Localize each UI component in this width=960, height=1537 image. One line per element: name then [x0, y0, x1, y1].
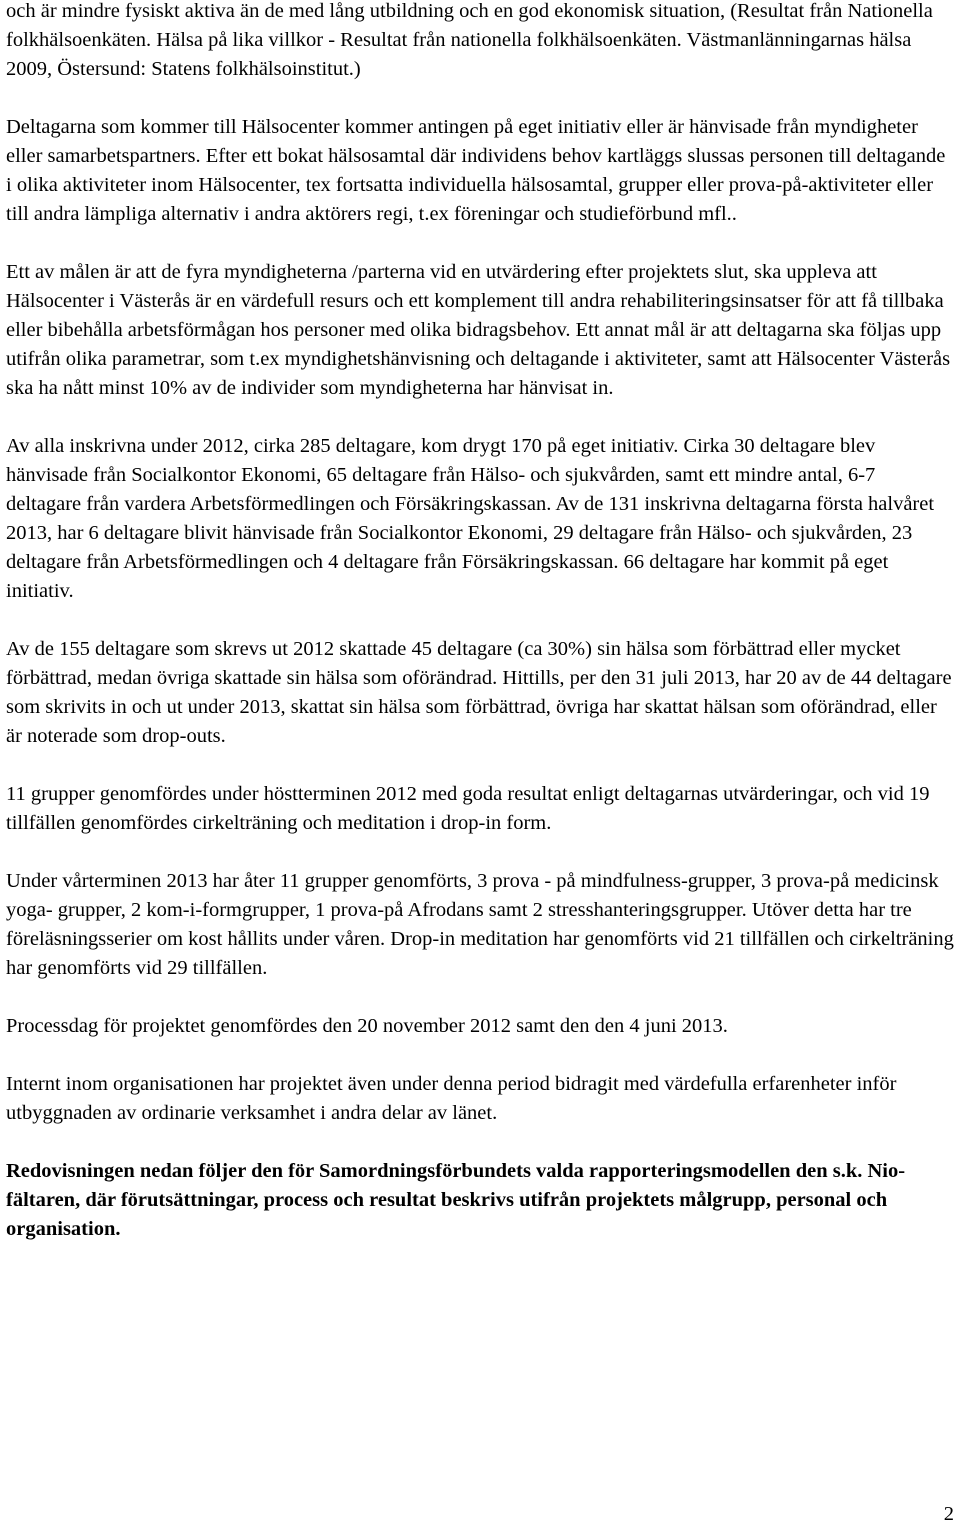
paragraph-spring-groups: Under vårterminen 2013 har åter 11 grupper genomförts, 3 prova - på mindfulness-grupper, 3 prova-på medicinsk yoga- grupper, 2 kom-i-formgrupper, 1 prova-på Afrodans samt 2 stresshanteringsgrupper. Utöver detta har tre föreläsningsserier om kost hållits under våren. Drop-in meditation har genomförts vid 21 tillfällen och cirkelträning har genomförts vid 29 tillfällen.: [6, 870, 954, 979]
page-number: 2: [943, 1503, 954, 1525]
paragraph-health-outcomes: Av de 155 deltagare som skrevs ut 2012 skattade 45 deltagare (ca 30%) sin hälsa som förbättrad eller mycket förbättrad, medan övriga skattade sin hälsa som oförändrad. Hittills, per den 31 juli 2013, har 20 av de 44 deltagare som skrivits in och ut under 2013, skattat sin hälsa som förbättrad, övriga har skattat hälsan som oförändrad, eller är noterade som drop-outs.: [6, 638, 952, 747]
paragraph-intro-continued: och är mindre fysiskt aktiva än de med lång utbildning och en god ekonomisk situation, (Resultat från Nationella folkhälsoenkäten. Hälsa på lika villkor - Resultat från nationella folkhälsoenkäten. Västmanlänningarnas hälsa 2009, Östersund: Statens folkhälsoinstitut.): [6, 0, 933, 80]
paragraph-autumn-groups: 11 grupper genomfördes under höstterminen 2012 med goda resultat enligt deltagarnas utvärderingar, och vid 19 tillfällen genomfördes cirkelträning och meditation i drop-in form.: [6, 783, 930, 834]
paragraph-enrollment-statistics: Av alla inskrivna under 2012, cirka 285 deltagare, kom drygt 170 på eget initiativ. Cirka 30 deltagare blev hänvisade från Socialkontor Ekonomi, 65 deltagare från Hälso- och sjukvården, samt ett mindre antal, 6-7 deltagare från vardera Arbetsförmedlingen och Försäkringskassan. Av de 131 inskrivna deltagarna första halvåret 2013, har 6 deltagare blivit hänvisade från Socialkontor Ekonomi, 29 deltagare från Hälso- och sjukvården, 23 deltagare från Arbetsförmedlingen och 4 deltagare från Försäkringskassan. 66 deltagare har kommit på eget initiativ.: [6, 435, 935, 602]
paragraph-internal-experience: Internt inom organisationen har projektet även under denna period bidragit med värdefulla erfarenheter inför utbyggnaden av ordinarie verksamhet i andra delar av länet.: [6, 1073, 897, 1124]
document-page: [6, 0, 954, 1273]
paragraph-report-model: Redovisningen nedan följer den för Samordningsförbundets valda rapporteringsmodellen den s.k. Nio-fältaren, där förutsättningar, process och resultat beskrivs utifrån projektets målgrupp, personal och organisation.: [6, 1160, 906, 1240]
paragraph-process-days: Processdag för projektet genomfördes den 20 november 2012 samt den den 4 juni 2013.: [6, 1015, 728, 1037]
paragraph-participants-referral: Deltagarna som kommer till Hälsocenter kommer antingen på eget initiativ eller är hänvisade från myndigheter eller samarbetspartners. Efter ett bokat hälsosamtal där individens behov kartläggs slussas personen till deltagande i olika aktiviteter inom Hälsocenter, tex fortsatta individuella hälsosamtal, grupper eller prova-på-aktiviteter eller till andra lämpliga alternativ i andra aktörers regi, t.ex föreningar och studieförbund mfl..: [6, 116, 946, 225]
paragraph-goals: Ett av målen är att de fyra myndigheterna /parterna vid en utvärdering efter projektets slut, ska uppleva att Hälsocenter i Västerås är en värdefull resurs och ett komplement till andra rehabiliteringsinsatser för att få tillbaka eller bibehålla arbetsförmågan hos personer med olika bidragsbehov. Ett annat mål är att deltagarna ska följas upp utifrån olika parametrar, som t.ex myndighetshänvisning och deltagande i aktiviteter, samt att Hälsocenter Västerås ska ha nått minst 10% av de individer som myndigheterna har hänvisat in.: [6, 261, 951, 399]
